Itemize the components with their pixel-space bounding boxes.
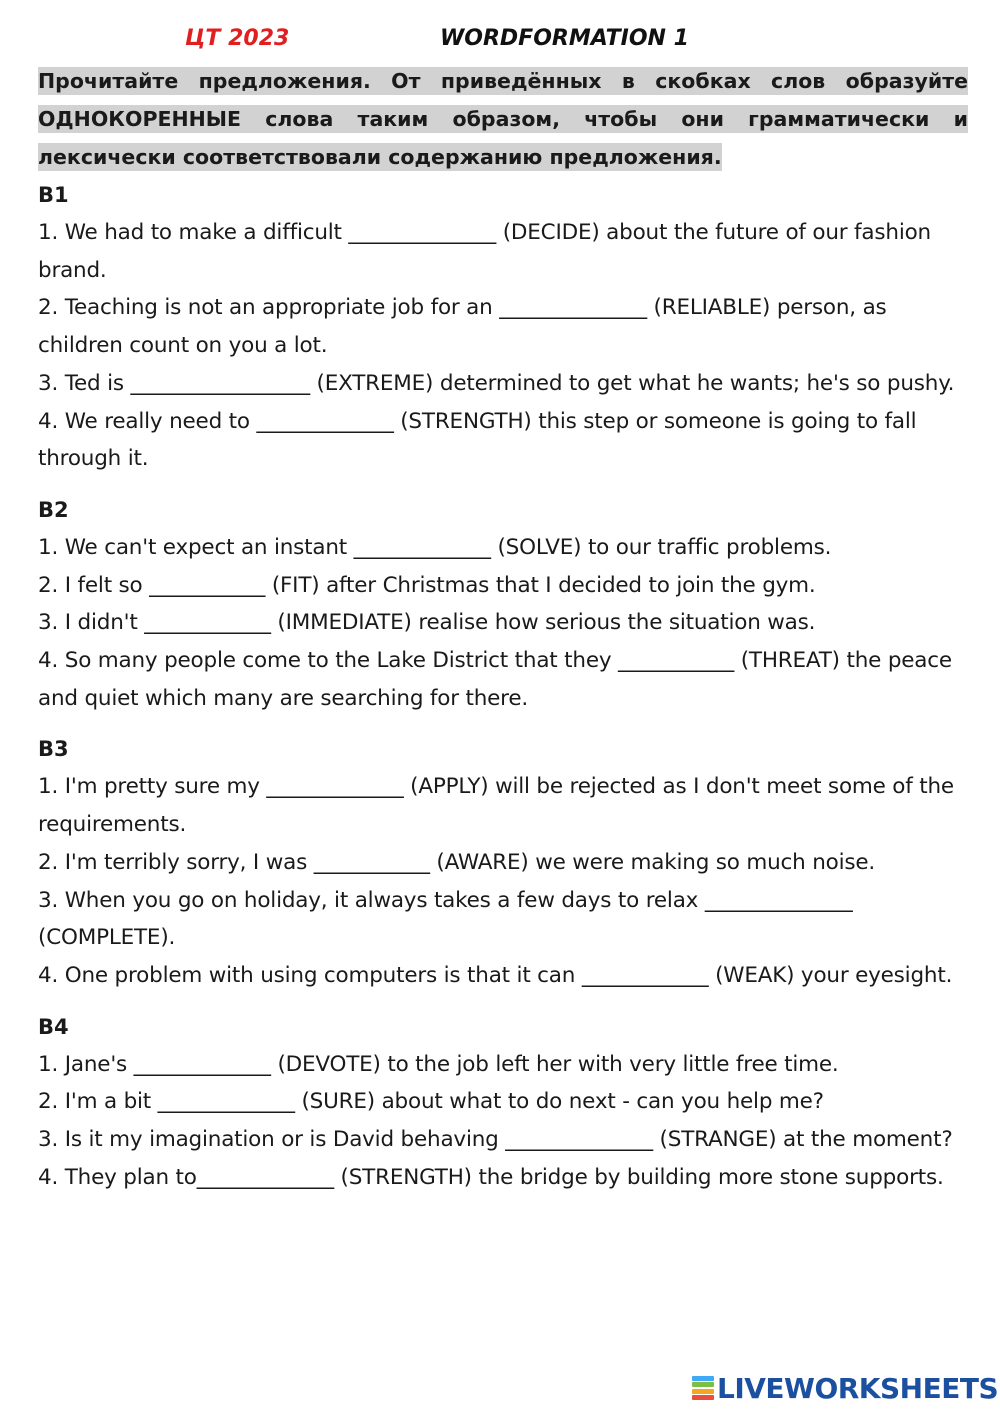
exercise-item: 2. Teaching is not an appropriate job for an ______________ (RELIABLE) person, as children count on you a lot. xyxy=(38,295,887,359)
section-title: B2 xyxy=(38,497,69,522)
logo-stripe xyxy=(692,1389,714,1394)
liveworksheets-icon xyxy=(692,1376,714,1400)
brand-name: LIVEWORKSHEETS xyxy=(717,1371,999,1405)
section-b1 xyxy=(38,176,968,478)
section-title: B3 xyxy=(38,737,69,762)
section-title: B4 xyxy=(38,1014,69,1039)
exam-label: ЦТ 2023 xyxy=(185,26,290,51)
worksheet-title: WORDFORMATION 1 xyxy=(440,26,689,51)
section-b2 xyxy=(38,491,968,718)
exercise-item: 3. Ted is _________________ (EXTREME) determined to get what he wants; he's so pushy. xyxy=(38,370,955,396)
exercise-item: 4. We really need to _____________ (STRENGTH) this step or someone is going to fall through it. xyxy=(38,408,917,472)
exercise-item: 1. We had to make a difficult ______________ (DECIDE) about the future of our fashion brand. xyxy=(38,220,931,283)
exercise-item: 2. I felt so ___________ (FIT) after Christmas that I decided to join the gym. xyxy=(38,572,816,598)
exercise-item: 1. I'm pretty sure my _____________ (APPLY) will be rejected as I don't meet some of the requirements. xyxy=(38,774,954,838)
logo-stripe xyxy=(692,1395,714,1400)
logo-stripe xyxy=(692,1376,714,1381)
exercise-item: 4. They plan to_____________ (STRENGTH) the bridge by building more stone supports. xyxy=(38,1164,944,1190)
exercise-item: 3. I didn't ____________ (IMMEDIATE) realise how serious the situation was. xyxy=(38,610,816,636)
exercise-item: 4. One problem with using computers is that it can ____________ (WEAK) your eyesight. xyxy=(38,962,953,988)
exercise-item: 3. When you go on holiday, it always takes a few days to relax ______________ (COMPLETE). xyxy=(38,887,853,951)
section-b3 xyxy=(38,730,968,994)
logo-stripe xyxy=(692,1382,714,1387)
exercise-item: 2. I'm terribly sorry, I was ___________ (AWARE) we were making so much noise. xyxy=(38,849,876,875)
section-title: B1 xyxy=(38,183,69,207)
instructions xyxy=(38,62,968,176)
exercise-item: 4. So many people come to the Lake District that they ___________ (THREAT) the peace and quiet which many are searching for there. xyxy=(38,648,952,711)
instructions-text: Прочитайте предложения. От приведённых в скобках слов образуйте ОДНОКОРЕННЫЕ слова таким образом, чтобы они грамматически и лексически соответствовали содержанию предложения. xyxy=(38,69,968,169)
exercise-item: 1. We can't expect an instant _____________ (SOLVE) to our traffic problems. xyxy=(38,534,832,560)
section-b4 xyxy=(38,1008,968,1197)
worksheet-page xyxy=(38,22,968,1196)
exercise-item: 2. I'm a bit _____________ (SURE) about what to do next - can you help me? xyxy=(38,1089,824,1115)
exercise-item: 3. Is it my imagination or is David behaving ______________ (STRANGE) at the moment? xyxy=(38,1127,953,1153)
liveworksheets-logo[interactable] xyxy=(692,1372,998,1404)
exercise-item: 1. Jane's _____________ (DEVOTE) to the job left her with very little free time. xyxy=(38,1051,839,1077)
header xyxy=(38,22,968,62)
